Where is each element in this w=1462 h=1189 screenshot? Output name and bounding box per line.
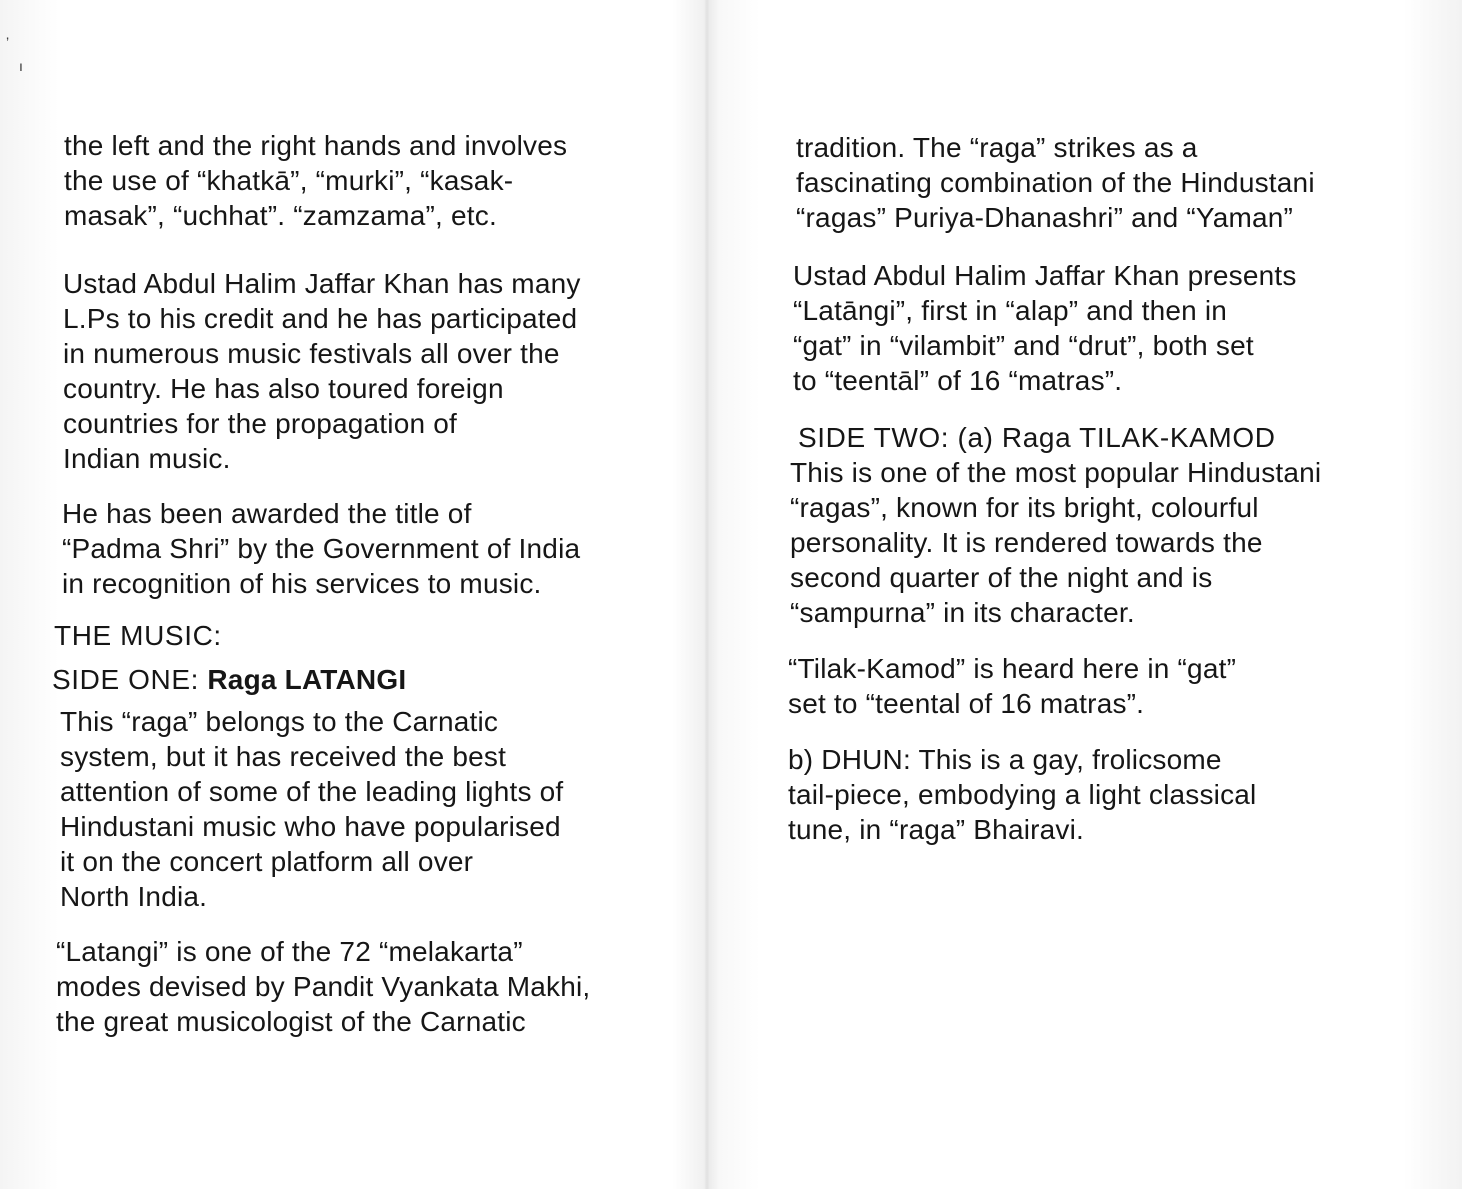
side-two-title: (a) Raga TILAK-KAMOD [957,422,1276,453]
right-paragraph-2 [793,258,1433,398]
text-line: tradition. The “raga” strikes as a [796,132,1198,163]
text-line: modes devised by Pandit Vyankata Makhi, [56,971,591,1002]
left-paragraph-1 [64,128,704,233]
text-line: Indian music. [63,443,231,474]
text-line: country. He has also toured foreign [63,373,504,404]
right-paragraph-3 [790,455,1430,630]
center-fold [704,0,710,1189]
left-paragraph-3 [62,496,702,601]
text-line: He has been awarded the title of [62,498,472,529]
left-paragraph-5 [56,934,696,1039]
text-line: in numerous music festivals all over the [63,338,560,369]
text-line: Ustad Abdul Halim Jaffar Khan has many [63,268,581,299]
text-line: the left and the right hands and involves [64,130,568,161]
text-line: it on the concert platform all over [60,846,474,877]
text-line: North India. [60,881,208,912]
side-two-label: SIDE TWO: [798,422,950,453]
text-line: “ragas”, known for its bright, colourful [790,492,1259,523]
right-paragraph-4 [788,651,1428,721]
text-line: “sampurna” in its character. [790,597,1135,628]
section-heading [54,618,694,653]
text-line: This “raga” belongs to the Carnatic [60,706,499,737]
side-one-title: Raga LATANGI [207,664,407,695]
dhun-text: This is a gay, frolicsome [918,744,1222,775]
text-line: to “teentāl” of 16 “matras”. [793,365,1123,396]
text-line: countries for the propagation of [63,408,457,439]
text-line: “ragas” Puriya-Dhanashri” and “Yaman” [796,202,1294,233]
side-two-heading [798,420,1438,455]
text-line: set to “teental of 16 matras”. [788,688,1145,719]
text-line: “Latangi” is one of the 72 “melakarta” [56,936,523,967]
dhun-label: b) DHUN: [788,744,911,775]
left-paragraph-4 [60,704,700,914]
text-line: “Latāngi”, first in “alap” and then in [793,295,1228,326]
text-line: Ustad Abdul Halim Jaffar Khan presents [793,260,1297,291]
text-line: second quarter of the night and is [790,562,1213,593]
text-line: system, but it has received the best [60,741,507,772]
text-line: fascinating combination of the Hindustani [796,167,1315,198]
text-line: “Padma Shri” by the Government of India [62,533,581,564]
text-line: masak”, “uchhat”. “zamzama”, etc. [64,200,497,231]
right-paragraph-1 [796,130,1436,235]
text-line: “gat” in “vilambit” and “drut”, both set [793,330,1254,361]
side-one-heading [52,662,692,697]
corner-mark-top: ’ [6,34,10,50]
text-line: L.Ps to his credit and he has participated [63,303,578,334]
text-line: Hindustani music who have popularised [60,811,561,842]
text-line: the great musicologist of the Carnatic [56,1006,526,1037]
dhun-section [788,742,1428,847]
text-line: the use of “khatkā”, “murki”, “kasak- [64,165,514,196]
text-line: in recognition of his services to music. [62,568,542,599]
text-line: This is one of the most popular Hindustani [790,457,1322,488]
text-line: attention of some of the leading lights of [60,776,564,807]
side-one-label: SIDE ONE: [52,664,199,695]
corner-mark-bottom: ı [19,58,23,74]
left-paragraph-2 [63,266,703,476]
text-line: tail-piece, embodying a light classical [788,779,1257,810]
the-music-heading: THE MUSIC: [54,620,222,651]
text-line: tune, in “raga” Bhairavi. [788,814,1085,845]
text-line: personality. It is rendered towards the [790,527,1263,558]
text-line: “Tilak-Kamod” is heard here in “gat” [788,653,1237,684]
